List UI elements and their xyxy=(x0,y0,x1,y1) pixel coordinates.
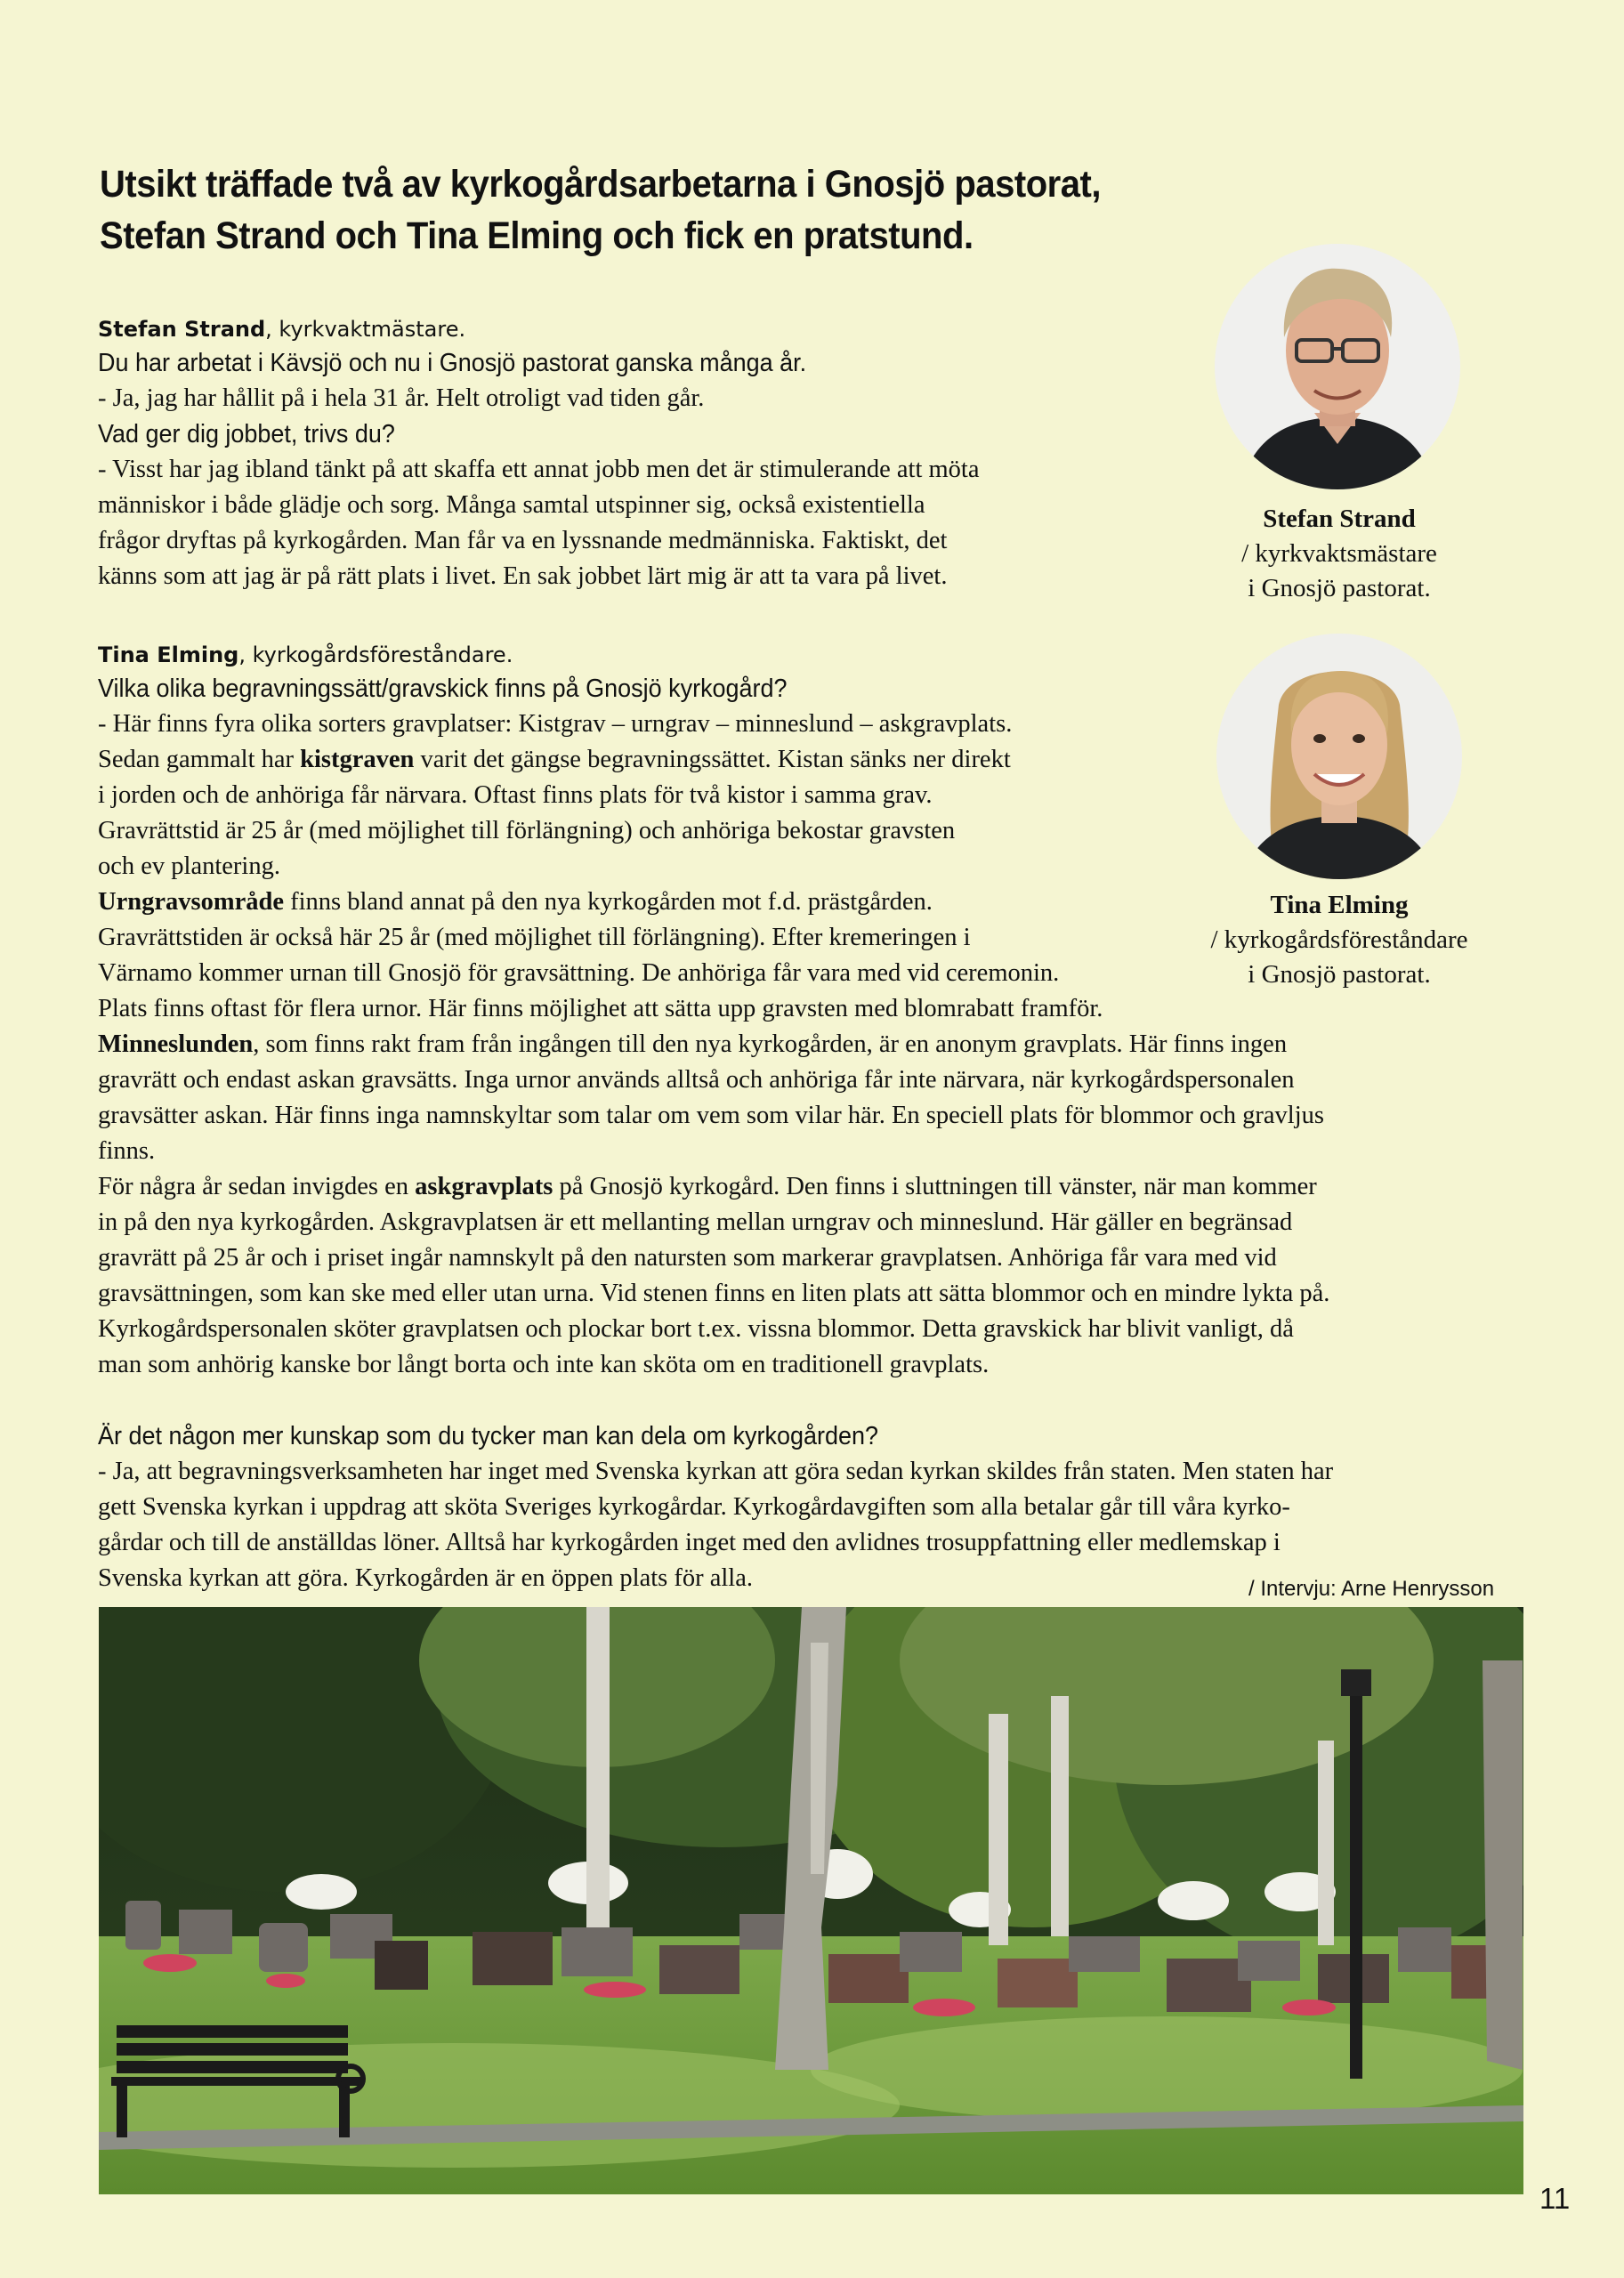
tina-answer-2-line: gett Svenska kyrkan i uppdrag att sköta Sveriges kyrkogårdar. Kyrkogårdavgiften som alla betalar går till våra kyrko- xyxy=(98,1493,1290,1521)
askgrav-paragraph-first xyxy=(98,1169,1333,1205)
tina-caption-place: i Gnosjö pastorat. xyxy=(1248,960,1431,989)
askgrav-line: Kyrkogårdspersonalen sköter gravplatsen och plockar bort t.ex. vissna blommor. Detta gravskick har blivit vanligt, då xyxy=(98,1315,1294,1343)
kistgrav-line: i jorden och de anhöriga får närvara. Oftast finns plats för två kistor i samma grav. xyxy=(98,781,933,809)
stefan-interview xyxy=(98,313,980,594)
stefan-role-text: , kyrkvaktmästare. xyxy=(265,317,466,342)
tina-role xyxy=(98,639,1333,671)
tina-caption-name: Tina Elming xyxy=(1270,891,1409,919)
stefan-caption-name: Stefan Strand xyxy=(1263,505,1416,533)
tina-question-2: Är det någon mer kunskap som du tycker man kan dela om kyrkogården? xyxy=(98,1422,878,1450)
askgrav-line: in på den nya kyrkogården. Askgravplatsen är ett mellanting mellan urngrav och minneslund. Här gäller en begränsad xyxy=(98,1208,1293,1236)
stefan-question-2: Vad ger dig jobbet, trivs du? xyxy=(98,420,395,448)
askgrav-line: gravsättningen, som kan ske med eller utan urna. Vid stenen finns en liten plats att sätta blommor och en mindre lykta på. xyxy=(98,1280,1330,1307)
kistgrav-line: och ev plantering. xyxy=(98,852,280,880)
stefan-caption xyxy=(1166,502,1513,606)
minneslund-line: gravsätter askan. Här finns inga namnskyltar som talar om vem som vilar här. En speciell plats för blommor och gravljus xyxy=(98,1102,1324,1129)
stefan-name: Stefan Strand xyxy=(98,317,266,342)
minneslund-paragraph-first xyxy=(98,1027,1333,1062)
stefan-answer-2-line: människor i både glädje och sorg. Många samtal utspinner sig, också existentiella xyxy=(98,491,925,519)
headline-line-2: Stefan Strand och Tina Elming och fick en pratstund. xyxy=(100,214,974,257)
kistgrav-term: kistgraven xyxy=(300,746,415,773)
stefan-answer-2-line: känns som att jag är på rätt plats i livet. En sak jobbet lärt mig är att ta vara på livet. xyxy=(98,562,948,590)
urngrav-paragraph-first xyxy=(98,885,1333,920)
stefan-answer-2-line: - Visst har jag ibland tänkt på att skaffa ett annat jobb men det är stimulerande att möta xyxy=(98,456,980,483)
urngrav-line: Värnamo kommer urnan till Gnosjö för gravsättning. De anhöriga får vara med vid ceremonin. xyxy=(98,959,1060,987)
headline-line-1: Utsikt träffade två av kyrkogårdsarbetarna i Gnosjö pastorat, xyxy=(100,163,1102,206)
stefan-answer-1: - Ja, jag har hållit på i hela 31 år. Helt otroligt vad tiden går. xyxy=(98,384,705,412)
kistgrav-pre: Sedan gammalt har xyxy=(98,746,301,773)
stefan-portrait xyxy=(1215,244,1460,489)
urngrav-post: finns bland annat på den nya kyrkogården mot f.d. prästgården. xyxy=(283,888,933,916)
stefan-answer-2-line: frågor dryftas på kyrkogården. Man får va en lyssnande medmänniska. Faktiskt, det xyxy=(98,527,948,554)
tina-caption-role: / kyrkogårdsföreståndare xyxy=(1210,925,1468,954)
stefan-role xyxy=(98,313,980,345)
kistgrav-paragraph-first xyxy=(98,742,1333,778)
askgrav-term: askgravplats xyxy=(415,1173,553,1200)
urngrav-term: Urngravsområde xyxy=(98,888,284,916)
tina-name: Tina Elming xyxy=(98,642,239,667)
tina-answer-2-line: Svenska kyrkan att göra. Kyrkogården är en öppen plats för alla. xyxy=(98,1564,754,1592)
cemetery-photo xyxy=(99,1607,1523,2194)
askgrav-pre: För några år sedan invigdes en xyxy=(98,1173,416,1200)
tina-answer-2-line: - Ja, att begravningsverksamheten har inget med Svenska kyrkan att göra sedan kyrkan skildes från staten. Men staten har xyxy=(98,1458,1334,1485)
stefan-caption-place: i Gnosjö pastorat. xyxy=(1248,574,1431,602)
askgrav-line: gravrätt på 25 år och i priset ingår namnskylt på den natursten som markerar gravplatsen. Anhöriga får vara med vid xyxy=(98,1244,1277,1272)
urngrav-line: Gravrättstiden är också här 25 år (med möjlighet till förlängning). Efter kremeringen i xyxy=(98,924,971,951)
headline xyxy=(100,158,1176,262)
tina-answer-2-line: gårdar och till de anställdas löner. Alltså har kyrkogården inget med den avlidnes trosuppfattning eller medlemskap i xyxy=(98,1529,1281,1556)
tina-role-text: , kyrkogårdsföreståndare. xyxy=(238,642,513,667)
minneslund-line: gravrätt och endast askan gravsätts. Inga urnor används alltså och anhöriga får inte närvara, när kyrkogårdspersonalen xyxy=(98,1066,1295,1094)
askgrav-line: man som anhörig kanske bor långt borta och inte kan sköta om en traditionell gravplats. xyxy=(98,1351,990,1378)
tina-answer-intro: - Här finns fyra olika sorters gravplatser: Kistgrav – urngrav – minneslund – askgravplats. xyxy=(98,710,1013,738)
tina-interview xyxy=(98,639,1333,1596)
kistgrav-line: Gravrättstid är 25 år (med möjlighet till förlängning) och anhöriga bekostar gravsten xyxy=(98,817,956,844)
askgrav-post: på Gnosjö kyrkogård. Den finns i sluttningen till vänster, när man kommer xyxy=(553,1173,1317,1200)
stefan-caption-role: / kyrkvaktsmästare xyxy=(1241,539,1437,568)
urngrav-line: Plats finns oftast för flera urnor. Här finns möjlighet att sätta upp gravsten med blomrabatt framför. xyxy=(98,995,1103,1022)
minneslund-post: , som finns rakt fram från ingången till den nya kyrkogården, är en anonym gravplats. Här finns ingen xyxy=(253,1030,1288,1058)
minneslund-term: Minneslunden xyxy=(98,1030,254,1058)
stefan-question-1: Du har arbetat i Kävsjö och nu i Gnosjö pastorat ganska många år. xyxy=(98,349,807,377)
minneslund-line: finns. xyxy=(98,1137,156,1165)
tina-question-1: Vilka olika begravningssätt/gravskick finns på Gnosjö kyrkogård? xyxy=(98,675,788,703)
interview-credit: / Intervju: Arne Henrysson xyxy=(1248,1577,1495,1601)
kistgrav-post: varit det gängse begravningssättet. Kistan sänks ner direkt xyxy=(414,746,1011,773)
page-number: 11 xyxy=(1539,2182,1571,2215)
